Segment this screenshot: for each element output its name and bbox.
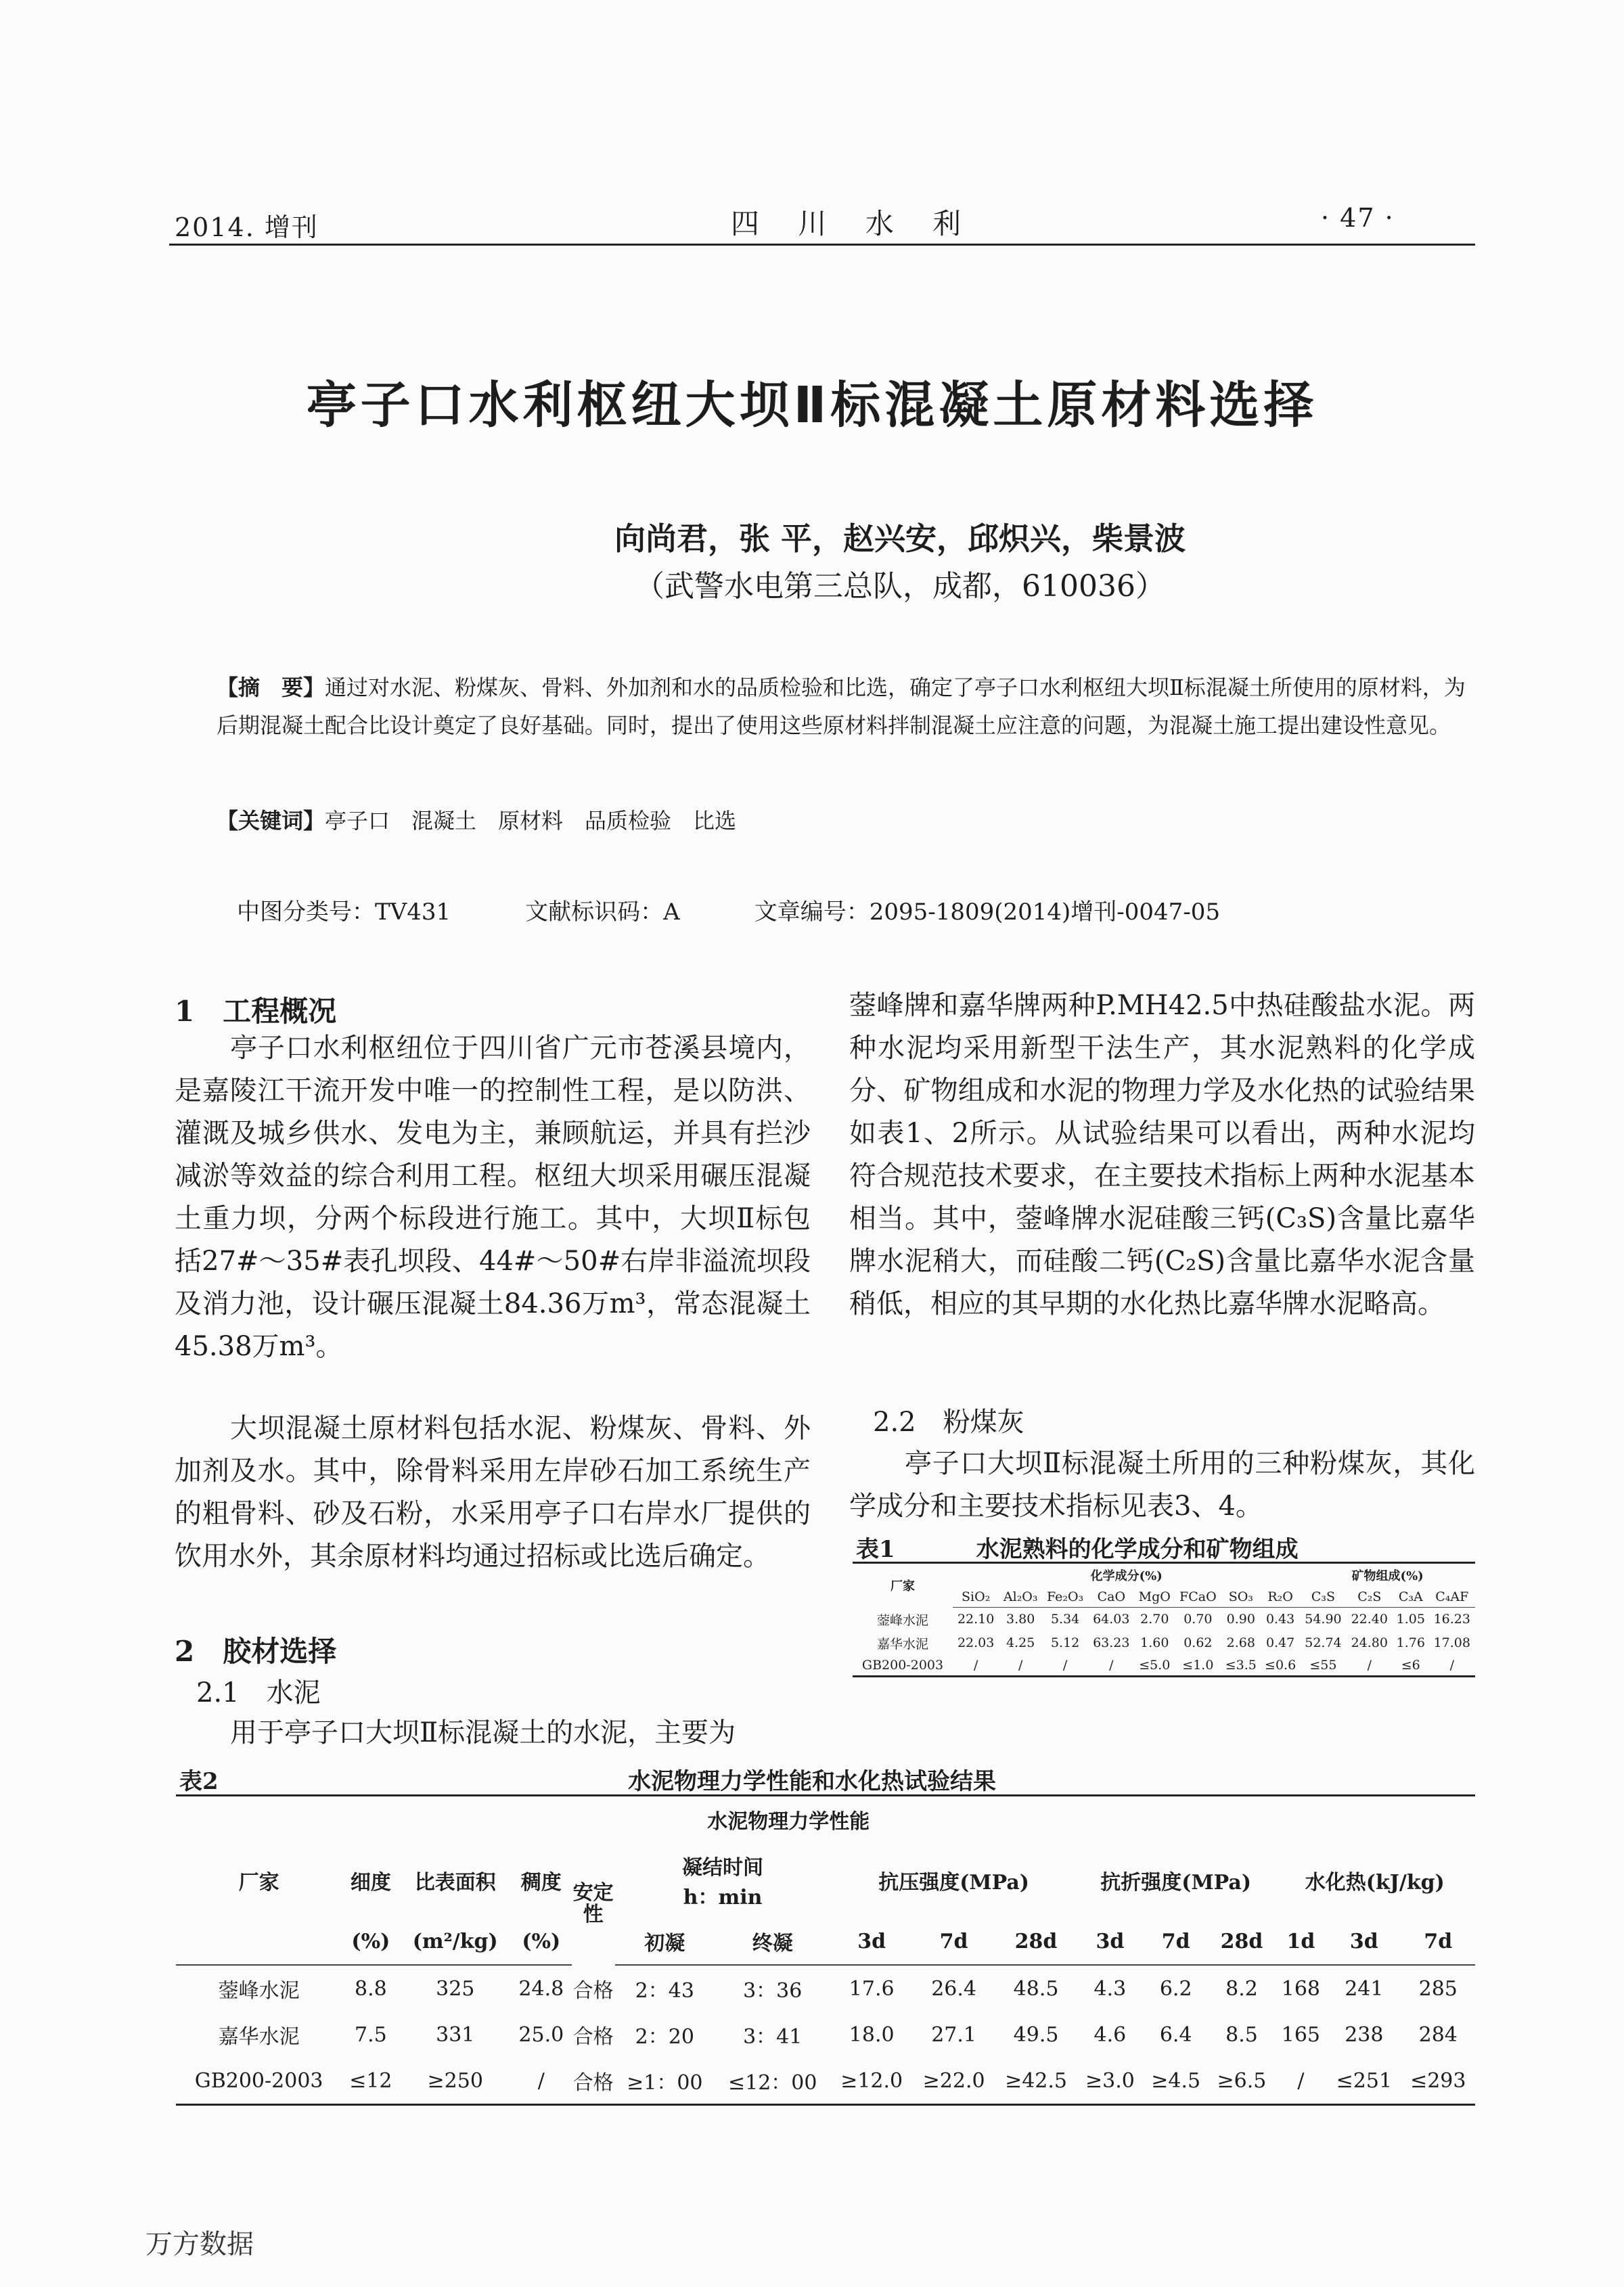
author-affiliation: （武警水电第三总队，成都，610036） [635,569,1165,604]
table1-cell: ≤3.5 [1221,1655,1261,1677]
table1-row-name: 蓥峰水泥 [877,1612,929,1628]
table1-cell: 2.70 [1140,1612,1169,1627]
table2-cell: 3：36 [743,1979,803,2003]
abstract [217,669,1475,744]
table2-cell: ≥4.5 [1143,2058,1209,2105]
table2-col-flexural: 抗折强度(MPa) [1100,1871,1252,1895]
table-row [853,1655,1475,1677]
table1-cell: 52.74 [1305,1635,1342,1650]
table1-cell: 0.43 [1265,1612,1295,1627]
table1-cell: 0.90 [1226,1612,1255,1627]
table2-cell: / [511,2058,572,2105]
table2-col-fineness: 细度 [350,1871,391,1895]
table2-cell: 49.5 [1013,2022,1059,2047]
table2-unit: 3d [1077,1918,1143,1965]
table2-cell: ≥1：00 [615,2058,715,2105]
table2-cell: 6.4 [1159,2022,1192,2047]
table2-cell: 6.2 [1159,1976,1192,2001]
running-header-journal: 四 川 水 利 [731,207,976,240]
paragraph-cement-results: 蓥峰牌和嘉华牌两种P.MH42.5中热硅酸盐水泥。两种水泥均采用新型干法生产，其水泥熟料的化学成分、矿物组成和水泥的物理力学及水化热的试验结果如表1、2所示。从试验结果可以看出，两种水泥均符合规范技术要求，在主要技术指标上两种水泥基本相当。其中，蓥峰牌水泥硅酸三钙(C₃S)含量比嘉华牌水泥稍大，而硅酸二钙(C₂S)含量比嘉华水泥含量稍低，相应的其早期的水化热比嘉华牌水泥略高。 [849,990,1475,1319]
table1-col-header: MgO [1134,1587,1175,1608]
table1-col-header: Al₂O₃ [999,1587,1042,1608]
table1-cell: / [1429,1655,1475,1677]
table2-cell: ≤293 [1401,2058,1475,2105]
table2-unit: 1d [1275,1918,1328,1965]
table2-unit: 28d [995,1918,1077,1965]
table1-col-header: FCaO [1175,1587,1221,1608]
table1-cell: / [1088,1655,1134,1677]
table1-cell: 1.05 [1396,1612,1425,1627]
table2-cell: ≤251 [1327,2058,1401,2105]
table1-col-header: C₃A [1393,1587,1429,1608]
table2-cell: 8.2 [1225,1976,1258,2001]
table1-cell: 16.23 [1433,1612,1470,1627]
table-row [176,2012,1475,2058]
table2-title: 水泥物理力学性能和水化热试验结果 [628,1768,996,1795]
table2-cell: 8.8 [355,1976,387,2001]
table1-group-chemical: 化学成分(%) [953,1563,1300,1587]
table2-cell: 27.1 [931,2022,976,2047]
table2-setting-unit: h：min [683,1886,763,1909]
table2-cell: ≥12.0 [830,2058,912,2105]
table1-col-header: C₂S [1347,1587,1393,1608]
table2-row-name: GB200-2003 [176,2058,342,2105]
table-row [176,1965,1475,2012]
table2-cell: 284 [1418,2022,1458,2047]
table1 [853,1562,1475,1677]
table1-cell: ≤1.0 [1175,1655,1221,1677]
table1-cell: / [953,1655,999,1677]
table2-unit: 初凝 [615,1918,715,1965]
table2-cell: 2：43 [635,1979,694,2003]
section-heading-2: 2 胶材选择 [175,1635,337,1668]
header-rule [169,244,1475,246]
table1-col-header: SO₃ [1221,1587,1261,1608]
section-heading-1: 1 工程概况 [175,995,337,1028]
table2-setting-label: 凝结时间 [682,1856,764,1880]
table2-row-name: 嘉华水泥 [218,2025,300,2049]
table2-cell: 2：20 [635,2025,694,2049]
table2-cell: 26.4 [931,1976,976,2001]
table1-col-header: C₃S [1300,1587,1346,1608]
table1-cell: 5.12 [1050,1635,1080,1650]
table1-cell: 22.10 [957,1612,995,1627]
table2-cell: ≥42.5 [995,2058,1077,2105]
paragraph-project-overview: 亭子口水利枢纽位于四川省广元市苍溪县境内，是嘉陵江干流开发中唯一的控制性工程，是以防洪、灌溉及城乡供水、发电为主，兼顾航运，并具有拦沙减淤等效益的综合利用工程。枢纽大坝采用碾压混凝土重力坝，分两个标段进行施工。其中，大坝Ⅱ标包括27#～35#表孔坝段、44#～50#右岸非溢流坝段及消力池，设计碾压混凝土84.36万m³，常态混凝土45.38万m³。 [175,1033,811,1362]
table2-col-area: 比表面积 [414,1871,496,1895]
keywords-text: 亭子口 混凝土 原材料 品质检验 比选 [325,808,737,834]
table2-row-name: 蓥峰水泥 [218,1979,300,2003]
keywords-label: 【关键词】 [217,808,325,834]
table2-unit: 28d [1209,1918,1274,1965]
table2-col-heat: 水化热(kJ/kg) [1305,1871,1445,1895]
table1-col-header: SiO₂ [953,1587,999,1608]
table-row [853,1631,1475,1655]
table2-cell: 331 [436,2022,475,2047]
table2-cell: 4.6 [1093,2022,1127,2047]
table2-cell: 4.3 [1093,1976,1127,2001]
table2-subtitle: 水泥物理力学性能 [176,1796,1401,1843]
table1-cell: ≤0.6 [1261,1655,1300,1677]
table1-col-header: Fe₂O₃ [1042,1587,1088,1608]
watermark-text: 万方数据 [145,2229,254,2260]
table2-cell: 合格 [572,1978,614,2003]
table2-label: 表2 [179,1768,219,1795]
table1-cell: 0.47 [1265,1635,1295,1650]
document-code: 文献标识码：A [525,899,680,926]
table1-col-header: C₄AF [1429,1587,1475,1608]
table2-cell: ≥3.0 [1077,2058,1143,2105]
table1-cell: 22.03 [957,1635,995,1650]
article-number: 文章编号：2095-1809(2014)增刊-0047-05 [754,899,1221,926]
table2-cell: ≤12：00 [715,2058,830,2105]
table2-cell: 合格 [572,2025,614,2049]
table1-cell: 1.60 [1140,1635,1169,1650]
table1-cell: / [999,1655,1042,1677]
table2-cell: 3：41 [743,2025,803,2049]
paragraph-raw-materials: 大坝混凝土原材料包括水泥、粉煤灰、骨料、外加剂及水。其中，除骨料采用左岸砂石加工系统生产的粗骨料、砂及石粉，水采用亭子口右岸水厂提供的饮用水外，其余原材料均通过招标或比选后确定。 [175,1413,811,1572]
paper-title: 亭子口水利枢纽大坝Ⅱ标混凝土原材料选择 [306,376,1318,434]
table1-cell: / [1347,1655,1393,1677]
keywords [217,802,1475,840]
table1-col-header: R₂O [1261,1587,1300,1608]
table2-cell: 285 [1418,1976,1458,2001]
table1-row-name: GB200-2003 [853,1655,953,1677]
table1-col-header: CaO [1088,1587,1134,1608]
table2-cell: 24.8 [518,1976,564,2001]
table2-cell: / [1275,2058,1328,2105]
table2-col-consistency: 稠度 [520,1871,562,1895]
table2-unit: (m²/kg) [399,1918,511,1965]
table2-col-compressive: 抗压强度(MPa) [878,1871,1029,1895]
paragraph-fly-ash: 亭子口大坝Ⅱ标混凝土所用的三种粉煤灰，其化学成分和主要技术指标见表3、4。 [849,1448,1475,1522]
abstract-text: 通过对水泥、粉煤灰、骨料、外加剂和水的品质检验和比选，确定了亭子口水利枢纽大坝Ⅱ标混凝土所使用的原材料，为后期混凝土配合比设计奠定了良好基础。同时，提出了使用这些原材料拌制混凝土应注意的问题，为混凝土施工提出建设性意见。 [217,675,1466,738]
table1-cell: 22.40 [1351,1612,1388,1627]
table1-title: 水泥熟料的化学成分和矿物组成 [976,1536,1299,1563]
table1-cell: 24.80 [1351,1635,1388,1650]
table2-cell: 8.5 [1225,2022,1258,2047]
table2-col-stability: 安定性 [572,1880,614,1926]
table2-cell: ≥250 [399,2058,511,2105]
table1-col-maker: 厂家 [853,1563,953,1608]
paragraph-cement-intro: 用于亭子口大坝Ⅱ标混凝土的水泥，主要为 [230,1717,736,1748]
table2-cell: 48.5 [1013,1976,1059,2001]
table2-cell: ≥6.5 [1209,2058,1274,2105]
table1-cell: ≤6 [1393,1655,1429,1677]
table2-cell: 238 [1345,2022,1384,2047]
table2-cell: 165 [1281,2022,1321,2047]
table2-cell: 168 [1281,1976,1321,2001]
table2-cell: ≤12 [342,2058,399,2105]
clc-number: 中图分类号：TV431 [237,899,451,926]
table2-unit: 3d [1327,1918,1401,1965]
table1-row-name: 嘉华水泥 [877,1636,929,1652]
table2-cell: 18.0 [849,2022,895,2047]
table1-cell: 0.62 [1183,1635,1213,1650]
table1-cell: 2.68 [1226,1635,1255,1650]
table1-cell: 5.34 [1050,1612,1080,1627]
table2-unit: (%) [342,1918,399,1965]
table1-cell: 0.70 [1183,1612,1213,1627]
table2 [176,1794,1475,2106]
table2-cell: 7.5 [355,2022,387,2047]
table1-cell: 17.08 [1433,1635,1470,1650]
table1-cell: / [1042,1655,1088,1677]
table1-cell: 63.23 [1093,1635,1130,1650]
table-row [176,2058,1475,2105]
table1-cell: ≤5.0 [1134,1655,1175,1677]
table1-cell: ≤55 [1300,1655,1346,1677]
table2-unit: 3d [830,1918,912,1965]
table1-cell: 4.25 [1006,1635,1035,1650]
table2-cell: 241 [1345,1976,1384,2001]
table1-cell: 64.03 [1093,1612,1130,1627]
running-header-issue: 2014. 增刊 [175,212,319,242]
table2-cell: 325 [436,1976,475,2001]
table2-unit: 7d [913,1918,995,1965]
table-row [853,1608,1475,1631]
table2-unit: 7d [1401,1918,1475,1965]
table1-group-mineral: 矿物组成(%) [1300,1563,1475,1587]
table1-cell: 1.76 [1396,1635,1425,1650]
article-metadata [237,893,1294,926]
table1-cell: 54.90 [1305,1612,1342,1627]
table2-cell: ≥22.0 [913,2058,995,2105]
subsection-heading-2-2: 2.2 粉煤灰 [873,1407,1024,1438]
table1-cell: 3.80 [1006,1612,1035,1627]
table2-col-setting [615,1842,831,1918]
table2-unit: 终凝 [715,1918,830,1965]
running-header-page-number: · 47 · [1321,203,1395,233]
table2-col-maker: 厂家 [238,1871,279,1895]
abstract-label: 【摘 要】 [217,675,325,700]
table2-cell: 合格 [572,2058,615,2105]
table2-unit: 7d [1143,1918,1209,1965]
subsection-heading-2-1: 2.1 水泥 [196,1677,321,1708]
table1-label: 表1 [856,1536,895,1563]
table2-cell: 25.0 [518,2022,564,2047]
table2-unit: (%) [511,1918,572,1965]
author-list: 向尚君，张 平，赵兴安，邱炽兴，柴景波 [614,520,1186,557]
table1-caption [856,1531,1299,1564]
table2-cell: 17.6 [849,1976,895,2001]
